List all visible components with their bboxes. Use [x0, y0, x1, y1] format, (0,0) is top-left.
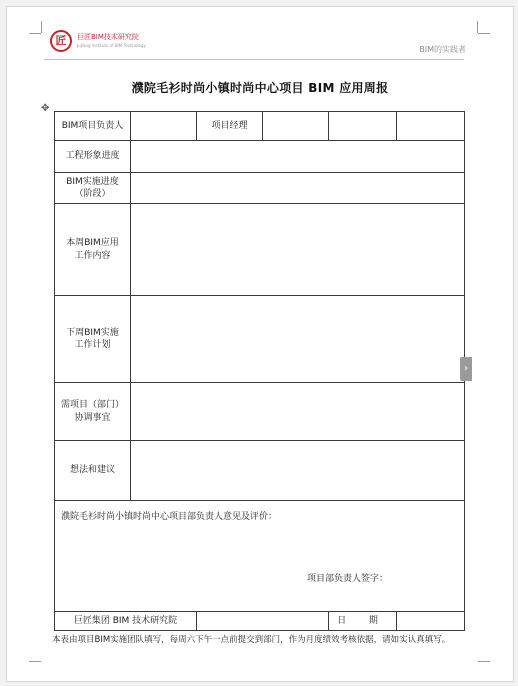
form-row-coordination — [55, 383, 465, 441]
form-row-this-week — [55, 204, 465, 296]
crop-mark — [478, 33, 490, 34]
bim-stage-value[interactable] — [131, 173, 465, 204]
form-row-next-week — [55, 296, 465, 383]
form-row-suggestions — [55, 441, 465, 501]
crop-mark — [29, 661, 41, 662]
crop-mark — [478, 661, 490, 662]
crop-mark — [29, 33, 41, 34]
bim-lead-value[interactable] — [131, 112, 197, 141]
crop-mark — [41, 21, 42, 33]
page-title: 濮院毛衫时尚小镇时尚中心项目 BIM 应用周报 — [131, 81, 389, 95]
next-week-label — [55, 296, 131, 383]
institute-label: 巨匠集团 BIM 技术研究院 — [55, 612, 197, 631]
footer-note: 本表由项目BIM实施团队填写，每周六下午一点前提交到部门，作为月度绩效考核依据，请如实认真填写。 — [52, 635, 451, 645]
project-manager-label: 项目经理 — [197, 112, 263, 141]
form-row-bim-stage — [55, 173, 465, 204]
next-week-label-line1: 下周BIM实施 — [66, 327, 119, 338]
bim-stage-label — [55, 173, 131, 204]
coordination-value[interactable] — [131, 383, 465, 441]
date-value[interactable] — [397, 612, 465, 631]
move-cross-icon[interactable]: ✥ — [41, 103, 50, 114]
expand-arrow-icon[interactable]: › — [460, 357, 472, 381]
evaluation-cell[interactable] — [55, 501, 465, 612]
bim-stage-label-line2: （阶段） — [74, 189, 111, 199]
logo-seal-icon: 匠 — [50, 30, 72, 52]
suggestions-value[interactable] — [131, 441, 465, 501]
progress-value[interactable] — [131, 141, 465, 173]
form-row-project-lead — [55, 112, 465, 141]
blank-cell[interactable] — [329, 112, 397, 141]
coordination-label-line2: 协调事宜 — [74, 412, 111, 423]
bim-stage-label-line1: BIM实施进度 — [66, 176, 119, 187]
report-form-table — [54, 111, 465, 631]
form-row-progress — [55, 141, 465, 173]
this-week-label-line1: 本周BIM应用 — [66, 238, 119, 249]
this-week-label-line2: 工作内容 — [74, 250, 111, 261]
bim-lead-label: BIM项目负责人 — [55, 112, 131, 141]
signature-label: 项目部负责人签字： — [306, 573, 388, 584]
header-logo — [50, 30, 170, 56]
header-slogan: BIM的实践者 — [419, 45, 466, 54]
header-divider — [44, 59, 464, 60]
coordination-label-line1: 需项目（部门） — [60, 400, 124, 411]
blank-cell[interactable] — [397, 112, 465, 141]
next-week-value[interactable] — [131, 296, 465, 383]
institute-value[interactable] — [197, 612, 329, 631]
form-row-footer — [55, 612, 465, 631]
logo-text: 巨匠BIM技术研究院 — [77, 33, 139, 41]
form-row-evaluation — [55, 501, 465, 612]
progress-label: 工程形象进度 — [55, 141, 131, 173]
coordination-label — [55, 383, 131, 441]
crop-mark — [477, 21, 478, 33]
logo-subtext: JuJiang Institute of BIM Technology — [77, 43, 146, 48]
suggestions-label: 想法和建议 — [55, 441, 131, 501]
date-label: 日 期 — [329, 612, 397, 631]
evaluation-label: 濮院毛衫时尚小镇时尚中心项目部负责人意见及评价： — [61, 512, 278, 522]
next-week-label-line2: 工作计划 — [74, 340, 111, 350]
project-manager-value[interactable] — [263, 112, 329, 141]
this-week-label — [55, 204, 131, 296]
this-week-value[interactable] — [131, 204, 465, 296]
